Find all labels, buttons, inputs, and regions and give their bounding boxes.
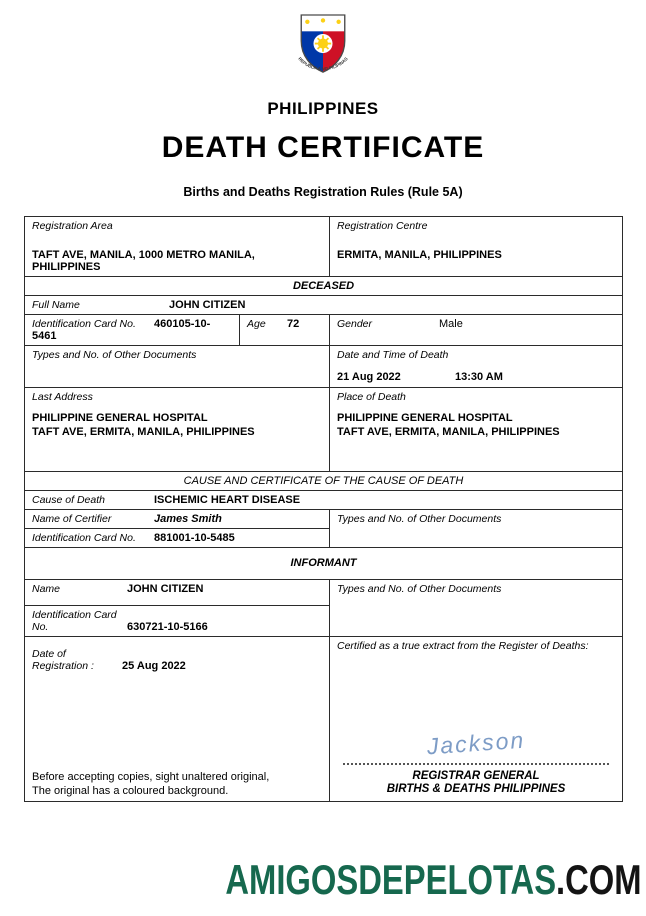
informant-other-docs-label: Types and No. of Other Documents [337,583,502,595]
place-of-death-line2: TAFT AVE, ERMITA, MANILA, PHILIPPINES [337,426,560,438]
cause-section-title: CAUSE AND CERTIFICATE OF THE CAUSE OF DEATH [25,472,623,491]
country-title: PHILIPPINES [267,99,379,118]
deceased-section-row [25,277,623,296]
watermark-tld: .COM [556,856,642,903]
informant-section-title: INFORMANT [25,548,623,580]
age-label: Age [247,318,266,330]
registrar-title-line2: BIRTHS & DEATHS PHILIPPINES [386,783,566,795]
certifier-id-value: 881001-10-5485 [154,532,235,544]
registration-centre-label: Registration Centre [337,220,428,232]
last-address-label: Last Address [32,391,93,403]
informant-section-row [25,548,623,580]
death-time-value: 13:30 AM [455,371,503,383]
informant-other-docs-cell [330,580,623,637]
place-of-death-cell [330,388,623,472]
deceased-id-value: 460105-10-5461 [32,318,211,342]
deceased-section-title: DECEASED [25,277,623,296]
id-age-gender-row [25,315,623,346]
gender-label: Gender [337,318,373,330]
registration-area-value: TAFT AVE, MANILA, 1000 METRO MANILA, PHILIPPINES [32,249,255,273]
certifier-value: James Smith [154,513,222,525]
watermark [226,856,642,904]
last-address-cell [25,388,330,472]
last-address-line1: PHILIPPINE GENERAL HOSPITAL [32,412,208,424]
death-datetime-cell [330,346,623,388]
informant-name-label: Name [32,583,61,595]
registration-date-value: 25 Aug 2022 [122,660,186,672]
notice-line-1: Before accepting copies, sight unaltered original, [32,771,270,783]
emblem-motto: REPUBLIKA NG PILIPINAS [297,56,349,72]
certifier-row [25,510,623,529]
cause-of-death-value: ISCHEMIC HEART DISEASE [154,494,301,506]
cause-of-death-cell [25,491,623,510]
death-date-value: 21 Aug 2022 [337,371,401,383]
certified-extract-cell [330,637,623,802]
registration-date-label: Date of Registration : [32,648,94,672]
deceased-id-label: Identification Card No. [32,318,136,330]
cause-other-docs-cell [330,510,623,548]
registration-area-cell [25,217,330,277]
cause-section-row [25,472,623,491]
document-subtitle: Births and Deaths Registration Rules (Rule 5A) [183,185,463,199]
age-cell [240,315,330,346]
informant-id-value: 630721-10-5166 [127,621,208,633]
death-datetime-label: Date and Time of Death [337,349,449,361]
last-address-line2: TAFT AVE, ERMITA, MANILA, PHILIPPINES [32,426,255,438]
certificate-table [24,216,623,802]
registration-area-label: Registration Area [32,220,113,232]
informant-name-row [25,580,623,606]
registration-row [25,217,623,277]
deceased-id-cell [25,315,240,346]
coat-of-arms-icon [289,8,357,90]
address-row [25,388,623,472]
notice-line-2: The original has a coloured background. [32,785,229,797]
registration-date-cell [25,637,330,802]
informant-name-cell [25,580,330,606]
philippines-coat-of-arms [0,0,646,95]
gender-cell [330,315,623,346]
age-value: 72 [287,318,300,330]
registrar-title [337,770,615,798]
deceased-other-docs-cell [25,346,330,388]
registrar-signature: Jackson [425,726,526,760]
full-name-row [25,296,623,315]
gender-value: Male [439,318,463,330]
registration-centre-cell [330,217,623,277]
cause-of-death-row [25,491,623,510]
deceased-other-docs-label: Types and No. of Other Documents [32,349,197,361]
informant-id-label: Identification Card No. [32,609,117,633]
certified-extract-label: Certified as a true extract from the Register of Deaths: [337,640,589,652]
certifier-id-cell [25,529,330,548]
notice-text [32,770,322,798]
full-name-label: Full Name [32,299,80,311]
watermark-name: AMIGOSDEPELOTAS [225,856,557,903]
docs-death-row [25,346,623,388]
full-name-cell [25,296,623,315]
certifier-label: Name of Certifier [32,513,112,525]
certifier-id-label: Identification Card No. [32,532,136,544]
certification-row [25,637,623,802]
cause-of-death-label: Cause of Death [32,494,105,506]
place-of-death-label: Place of Death [337,391,406,403]
cause-other-docs-label: Types and No. of Other Documents [337,513,502,525]
certifier-cell [25,510,330,529]
informant-id-cell [25,606,330,637]
document-title: DEATH CERTIFICATE [161,131,485,164]
full-name-value: JOHN CITIZEN [169,299,246,311]
registrar-title-line1: REGISTRAR GENERAL [412,770,540,782]
place-of-death-line1: PHILIPPINE GENERAL HOSPITAL [337,412,513,424]
informant-name-value: JOHN CITIZEN [127,583,204,595]
registration-centre-value: ERMITA, MANILA, PHILIPPINES [337,249,502,261]
